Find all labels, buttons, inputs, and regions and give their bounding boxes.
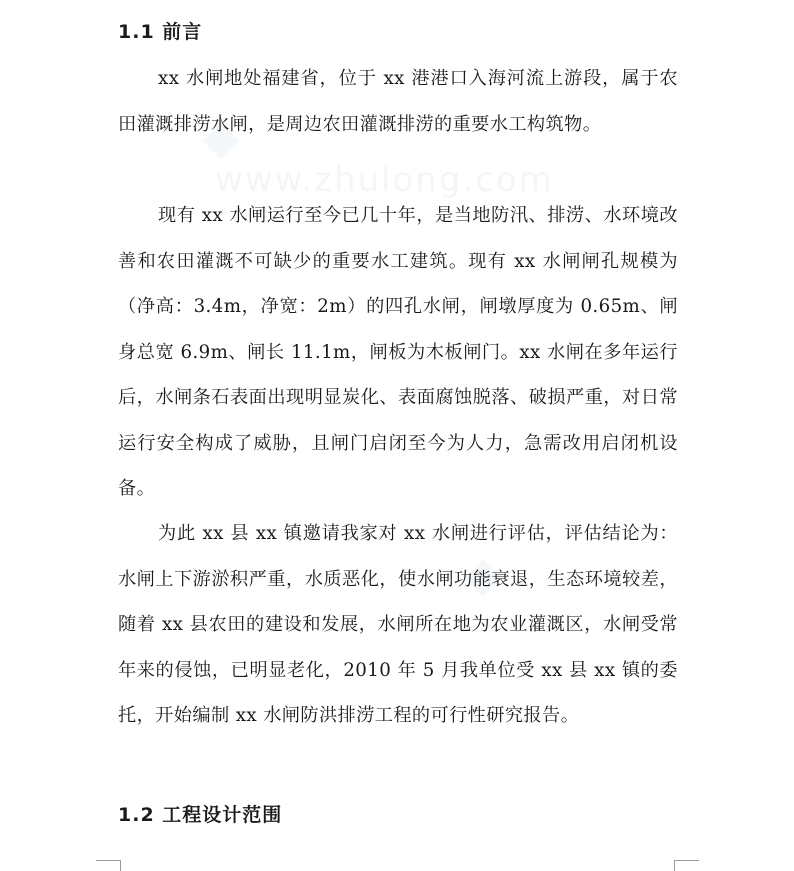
watermark: www.zhulong.com — [215, 160, 554, 200]
paragraph: 为此 xx 县 xx 镇邀请我家对 xx 水闸进行评估，评估结论为：水闸上下游淤积严重，水质恶化，使水闸功能衰退，生态环境较差，随着 xx 县农田的建设和发展，水闸所在地为农业灌溉区，水闸受常年来的侵蚀，已明显老化，2010 年 5 月我单位受 xx 县 xx 镇的委托，开始编制 xx 水闸防洪排涝工程的可行性研究报告。 — [118, 523, 678, 726]
section-heading-preface: 1.1 前言 — [118, 21, 203, 43]
paragraph: xx 水闸地处福建省，位于 xx 港港口入海河流上游段，属于农田灌溉排涝水闸，是周边农田灌溉排涝的重要水工构筑物。 — [118, 68, 678, 135]
page-corner-mark — [96, 860, 121, 871]
paragraph: 现有 xx 水闸运行至今已几十年，是当地防汛、排涝、水环境改善和农田灌溉不可缺少的重要水工建筑。现有 xx 水闸闸孔规模为（净高：3.4m，净宽：2m）的四孔水闸，闸墩厚度为 0.65m、闸身总宽 6.9m、闸长 11.1m，闸板为木板闸门。xx 水闸在多年运行后，水闸条石表面出现明显炭化、表面腐蚀脱落、破损严重，对日常运行安全构成了威胁，且闸门启闭至今为人力，急需改用启闭机设备。 — [118, 205, 678, 499]
section-heading-design-scope: 1.2 工程设计范围 — [118, 804, 283, 826]
page-corner-mark — [674, 860, 699, 871]
